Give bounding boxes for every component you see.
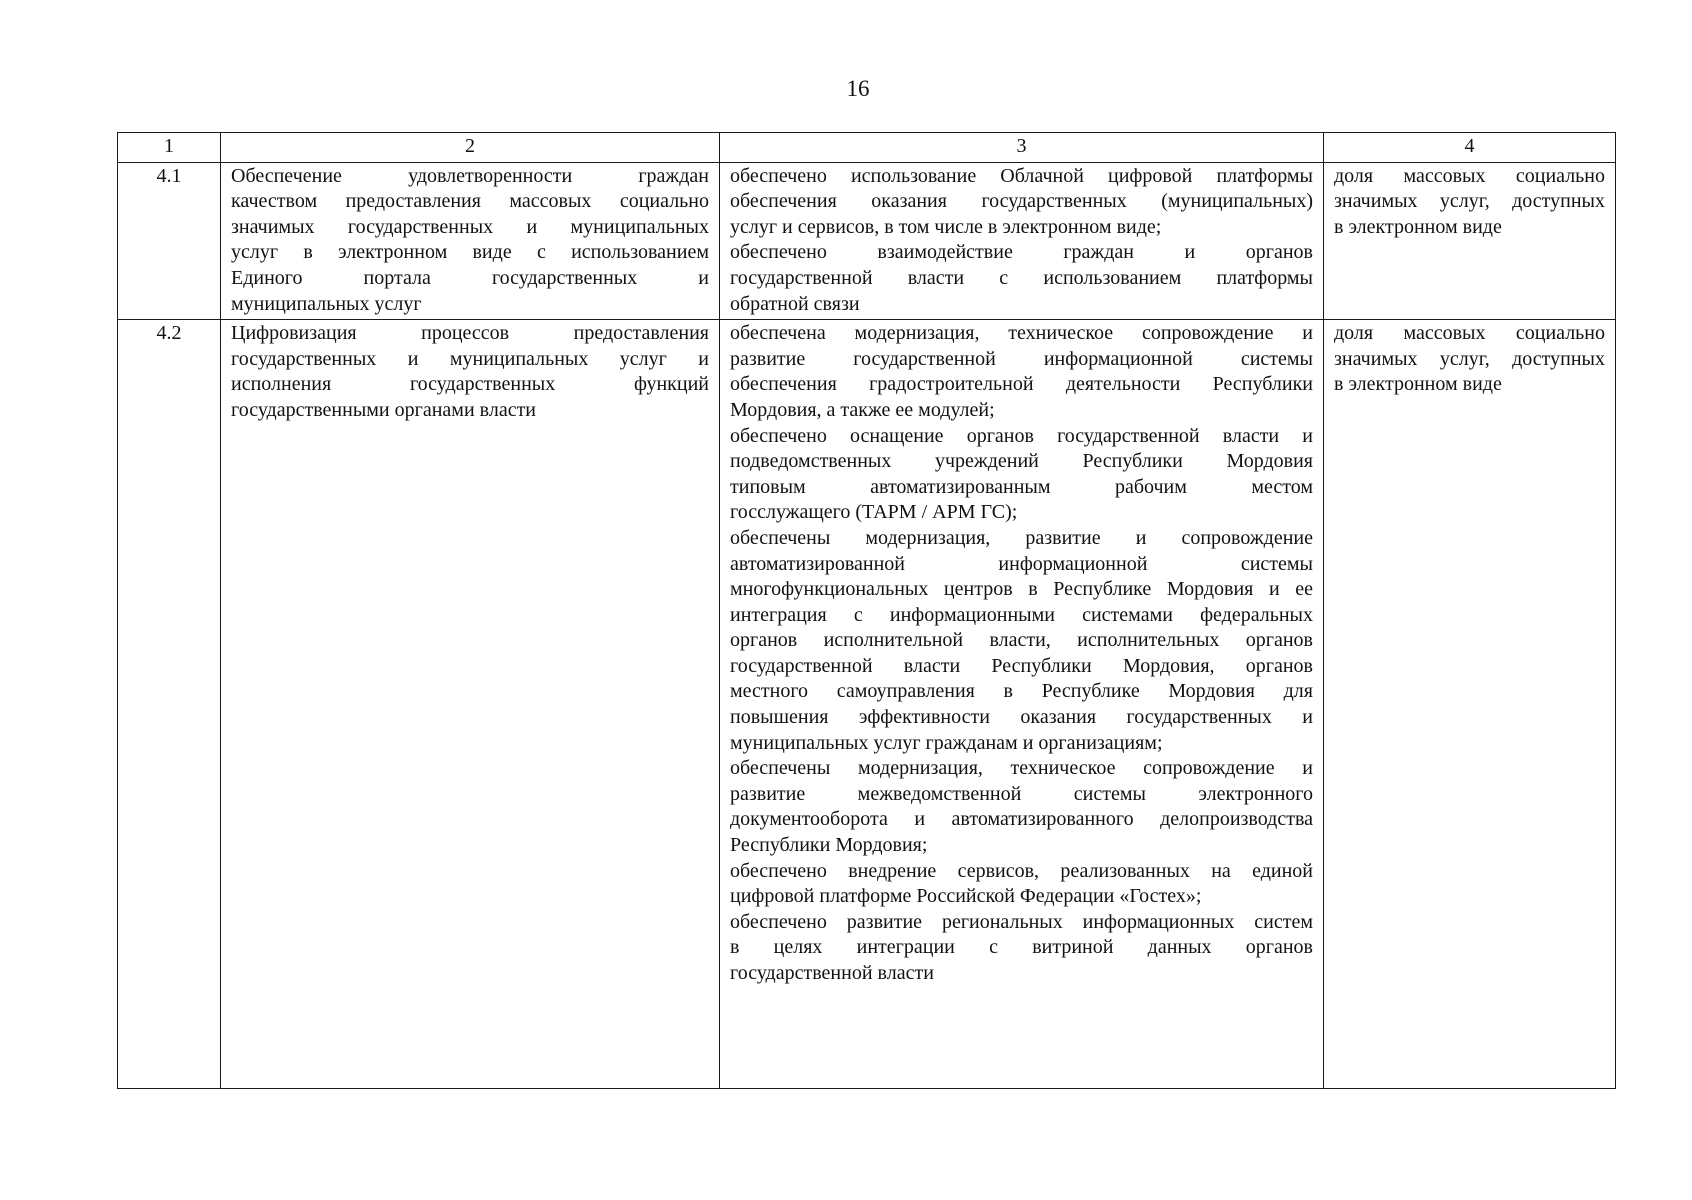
task-cell — [221, 320, 720, 1089]
text-line: качеством предоставления массовых социально — [231, 190, 709, 213]
row-number: 4.2 — [118, 320, 221, 1089]
text-line: услуг в электронном виде с использованием — [231, 241, 709, 264]
text-line: обратной связи — [730, 292, 860, 315]
task-cell — [221, 162, 720, 320]
text-line: услуг и сервисов, в том числе в электронном виде; — [730, 215, 1162, 238]
text-line: цифровой платформе Российской Федерации «Гостех»; — [730, 885, 1202, 908]
text-line: интеграция с информационными системами федеральных — [730, 603, 1313, 626]
column-number: 1 — [118, 133, 221, 163]
column-number-row — [118, 133, 1616, 163]
text-line: подведомственных учреждений Республики Мордовия — [730, 450, 1313, 473]
text-line: значимых государственных и муниципальных — [231, 215, 709, 238]
text-line: исполнения государственных функций — [231, 373, 709, 396]
text-line: обеспечено взаимодействие граждан и органов — [730, 241, 1313, 264]
table-row — [118, 320, 1616, 1089]
text-line: обеспечено развитие региональных информационных систем — [730, 910, 1313, 933]
text-line: обеспечено использование Облачной цифровой платформы — [730, 164, 1313, 187]
text-line: Республики Мордовия; — [730, 834, 928, 857]
text-line: государственной власти Республики Мордовия, органов — [730, 654, 1313, 677]
row-number: 4.1 — [118, 162, 221, 320]
text-line: многофункциональных центров в Республике Мордовия и ее — [730, 578, 1313, 601]
text-line: Обеспечение удовлетворенности граждан — [231, 164, 709, 187]
text-line: местного самоуправления в Республике Мордовия для — [730, 680, 1313, 703]
result-cell — [720, 320, 1324, 1089]
text-line: в электронном виде — [1334, 215, 1502, 238]
text-line: органов исполнительной власти, исполнительных органов — [730, 629, 1313, 652]
text-line: развитие межведомственной системы электронного — [730, 782, 1313, 805]
text-line: доля массовых социально — [1334, 322, 1605, 345]
column-number: 3 — [720, 133, 1324, 163]
text-line: Единого портала государственных и — [231, 266, 709, 289]
text-line: госслужащего (ТАРМ / АРМ ГС); — [730, 501, 1018, 524]
text-line: обеспечения оказания государственных (муниципальных) — [730, 190, 1313, 213]
text-line: Цифровизация процессов предоставления — [231, 322, 709, 345]
text-line: обеспечено внедрение сервисов, реализованных на единой — [730, 859, 1313, 882]
text-line: обеспечения градостроительной деятельности Республики — [730, 373, 1313, 396]
results-table — [117, 132, 1616, 1089]
result-cell — [720, 162, 1324, 320]
text-line: обеспечена модернизация, техническое сопровождение и — [730, 322, 1313, 345]
text-line: в электронном виде — [1334, 373, 1502, 396]
text-line: муниципальных услуг — [231, 292, 422, 315]
text-line: государственными органами власти — [231, 398, 537, 421]
column-number: 4 — [1324, 133, 1616, 163]
table-row — [118, 162, 1616, 320]
text-line: Мордовия, а также ее модулей; — [730, 398, 995, 421]
column-number: 2 — [221, 133, 720, 163]
text-line: обеспечены модернизация, развитие и сопровождение — [730, 526, 1313, 549]
text-line: значимых услуг, доступных — [1334, 190, 1605, 213]
text-line: муниципальных услуг гражданам и организациям; — [730, 731, 1163, 754]
text-line: государственной власти с использованием платформы — [730, 266, 1313, 289]
indicator-cell — [1324, 320, 1616, 1089]
text-line: в целях интеграции с витриной данных органов — [730, 936, 1313, 959]
text-line: доля массовых социально — [1334, 164, 1605, 187]
text-line: повышения эффективности оказания государственных и — [730, 706, 1313, 729]
text-line: развитие государственной информационной системы — [730, 347, 1313, 370]
text-line: обеспечены модернизация, техническое сопровождение и — [730, 757, 1313, 780]
page-number: 16 — [846, 76, 870, 101]
indicator-cell — [1324, 162, 1616, 320]
text-line: значимых услуг, доступных — [1334, 347, 1605, 370]
text-line: обеспечено оснащение органов государственной власти и — [730, 424, 1313, 447]
text-line: документооборота и автоматизированного делопроизводства — [730, 808, 1313, 831]
text-line: государственных и муниципальных услуг и — [231, 347, 709, 370]
text-line: государственной власти — [730, 962, 934, 984]
text-line: автоматизированной информационной системы — [730, 552, 1313, 575]
text-line: типовым автоматизированным рабочим местом — [730, 475, 1313, 498]
